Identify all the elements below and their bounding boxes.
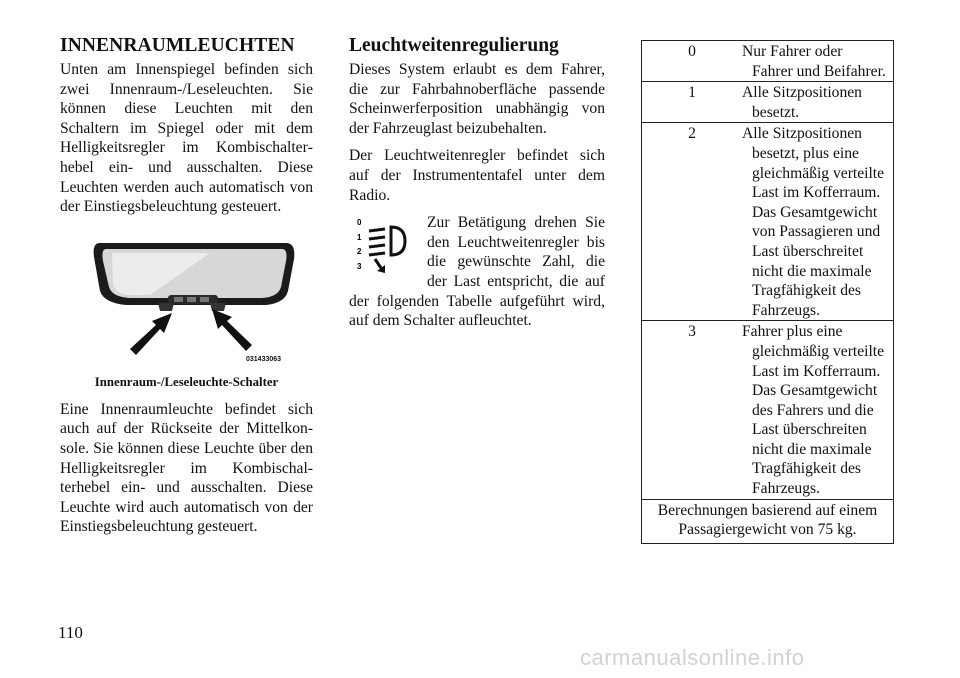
leveling-paragraph-3: Zur Betätigung drehen Sie den Leuchtweitenregler bis die gewünschte Zahl, die der Last entspricht, die auf der folgenden Tabelle aufgeführt wird, auf dem Schalter aufleuchtet.	[349, 214, 605, 330]
interior-lights-paragraph-2: Eine Innenraumleuchte befindet sich auch auf der Rückseite der Mittelkonsole. Sie können diese Leuchte über den Helligkeitsregler im Kombischalterhebel ein- und ausschalten. Diese Leuchte wird auch automatisch von der Einstiegsbeleuchtung gesteuert.	[60, 400, 313, 536]
table-row	[642, 321, 894, 499]
watermark: carmanualsonline.info	[580, 645, 805, 670]
svg-text:1: 1	[357, 233, 362, 243]
table-row	[642, 123, 894, 321]
load-level-number: 1	[642, 82, 743, 123]
section-heading-interior-lights: INNENRAUMLEUCHTEN	[60, 35, 295, 56]
rearview-mirror-illustration	[60, 239, 313, 367]
right-column	[641, 40, 894, 544]
leveling-paragraph-1: Dieses System erlaubt es dem Fahrer, die zur Fahrbahnoberfläche passende Scheinwerferposition unabhängig von der Fahrzeuglast beizubehalten.	[349, 61, 605, 137]
interior-lights-paragraph-1: Unten am Innenspiegel befinden sich zwei Innenraum-/Leseleuchten. Sie können diese Leuchten mit den Schaltern im Spiegel oder mit dem Helligkeitsregler im Kombischalterhebel ein- und ausschalten. Diese Leuchten werden auch automatisch von der Einstiegsbeleuchtung gesteuert.	[60, 61, 313, 216]
mirror-figure	[60, 239, 313, 367]
middle-column	[349, 34, 605, 331]
leveling-paragraph-2: Der Leuchtweitenregler befindet sich auf der Instrumententafel unter dem Radio.	[349, 147, 605, 204]
table-row	[642, 41, 894, 82]
load-table	[641, 40, 894, 544]
table-row	[642, 82, 894, 123]
load-level-description: Alle Sitzpositionen besetzt.	[742, 82, 894, 123]
svg-text:3: 3	[357, 262, 362, 272]
load-level-number: 0	[642, 41, 743, 82]
figure-caption: Innenraum-/Leseleuchte-Schalter	[94, 374, 279, 389]
load-level-description: Fahrer plus eine gleichmäßig verteilte Last im Kofferraum. Das Gesamtgewicht des Fahrers und die Last überschreiten nicht die maximale Tragfähigkeit des Fahrzeugs.	[742, 321, 894, 499]
load-level-description: Nur Fahrer oder Fahrer und Beifahrer.	[742, 41, 894, 82]
leveling-instruction-block	[349, 213, 605, 331]
load-level-description: Alle Sitzpositionen besetzt, plus eine gleichmäßig verteilte Last im Kofferraum. Das Gesamtgewicht von Passagieren und Last überschreitet nicht die maximale Tragfähigkeit des Fahrzeugs.	[742, 123, 894, 321]
page-number: 110	[58, 623, 83, 642]
left-column	[60, 34, 313, 537]
section-heading-headlamp-leveling: Leuchtweitenregulierung	[349, 35, 559, 56]
headlamp-leveling-icon	[357, 217, 417, 277]
svg-text:0: 0	[357, 218, 362, 228]
load-level-number: 3	[642, 321, 743, 499]
figure-code: 031433063	[246, 355, 282, 363]
table-footer-row	[642, 499, 894, 543]
svg-text:2: 2	[357, 247, 362, 257]
load-level-number: 2	[642, 123, 743, 321]
table-footer: Berechnungen basierend auf einem Passagiergewicht von 75 kg.	[642, 499, 894, 543]
